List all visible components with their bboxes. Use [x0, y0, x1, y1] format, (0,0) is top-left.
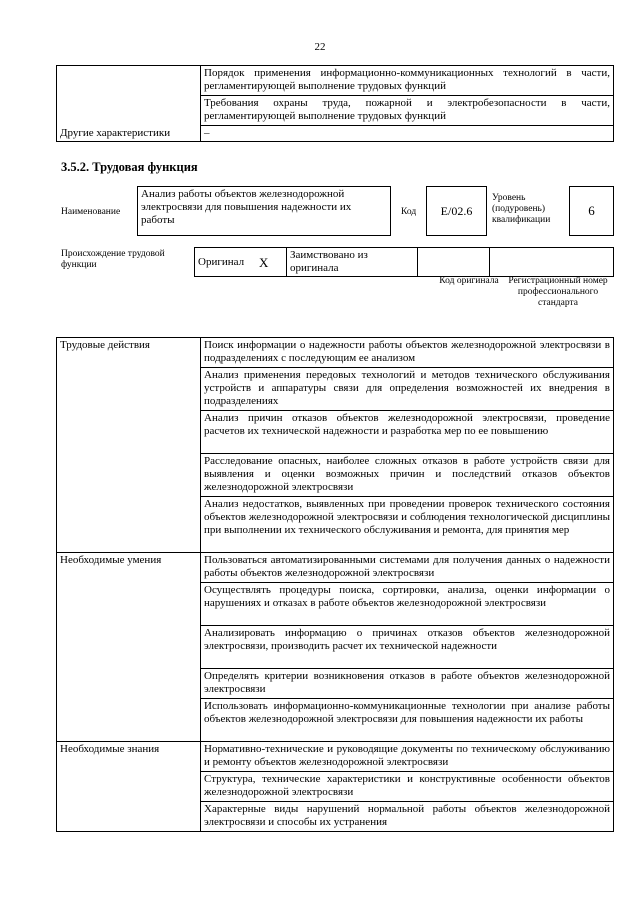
name-label: Наименование — [61, 207, 121, 217]
table-cell-text: Использовать информационно-коммуникационные технологии при анализе работы объектов железнодорожной электросвязи для повышения надежности их работы — [201, 699, 614, 742]
table-cell-text: Порядок применения информационно-коммуникационных технологий в части, регламентирующей выполнение трудовых функций — [201, 66, 614, 96]
original-code-cell — [418, 248, 490, 277]
code-label: Код — [401, 207, 417, 217]
registration-caption: Регистрационный номер профессионального стандарта — [508, 276, 608, 308]
table-cell-text: Структура, технические характеристики и конструктивные особенности объектов железнодорожной электросвязи — [201, 772, 614, 802]
table-cell-text: Анализировать информацию о причинах отказов объектов железнодорожной электросвязи, производить расчет их технической надежности — [201, 626, 614, 669]
table-cell-text: Определять критерии возникновения отказов в работе объектов железнодорожной электросвязи — [201, 669, 614, 699]
required-skills-label: Необходимые умения — [57, 553, 201, 742]
table-cell-text: Поиск информации о надежности работы объектов железнодорожной электросвязи в подразделениях с последующим ее анализом — [201, 338, 614, 368]
other-characteristics-label: Другие характеристики — [57, 126, 201, 142]
code-caption: Код оригинала — [439, 276, 499, 286]
section-heading: 3.5.2. Трудовая функция — [61, 160, 198, 174]
code-box — [426, 186, 487, 236]
original-mark: X — [256, 248, 287, 277]
other-characteristics-value: – — [201, 126, 614, 142]
labor-actions-label: Трудовые действия — [57, 338, 201, 553]
table-cell-text: Требования охраны труда, пожарной и электробезопасности в части, регламентирующей выполнение трудовых функций — [201, 96, 614, 126]
function-name-box — [137, 186, 391, 236]
table-cell-text: Анализ причин отказов объектов железнодорожной электросвязи, проведение расчетов их технической надежности и разработка мер по ее повышению — [201, 411, 614, 454]
code-value: E/02.6 — [440, 203, 473, 218]
level-box — [569, 186, 614, 236]
table-cell-text: Осуществлять процедуры поиска, сортировки, анализа, оценки информации о нарушениях и отказах в работе объектов железнодорожной электросвязи — [201, 583, 614, 626]
function-name-value: Анализ работы объектов железнодорожной электросвязи для повышения надежности их работы — [141, 188, 352, 226]
level-label: Уровень (подуровень) квалификации — [492, 193, 551, 225]
original-label: Оригинал — [195, 248, 257, 277]
borrowed-label: Заимствовано из оригинала — [287, 248, 418, 277]
table-cell-text: Анализ недостатков, выявленных при проведении проверок технического состояния объектов железнодорожной электросвязи и соблюдения технологической дисциплины при выполнении их технического обслуживания и ремонта, для принятия мер — [201, 497, 614, 553]
top-table — [56, 65, 614, 142]
required-knowledge-label: Необходимые знания — [57, 742, 201, 832]
origin-label: Происхождение трудовой функции — [61, 249, 165, 270]
table-cell-text: Нормативно-технические и руководящие документы по техническому обслуживанию и ремонту объектов железнодорожной электросвязи — [201, 742, 614, 772]
level-value: 6 — [588, 203, 595, 218]
empty-label-cell — [57, 66, 201, 126]
page-number: 22 — [314, 41, 326, 53]
main-table — [56, 337, 614, 832]
origin-table — [194, 247, 614, 277]
table-cell-text: Характерные виды нарушений нормальной работы объектов железнодорожной электросвязи и способы их устранения — [201, 802, 614, 832]
table-cell-text: Расследование опасных, наиболее сложных отказов в работе устройств связи для выявления и оценки возможных причин и последствий отказов объектов железнодорожной электросвязи — [201, 454, 614, 497]
table-cell-text: Пользоваться автоматизированными системами для получения данных о надежности работы объектов железнодорожной электросвязи — [201, 553, 614, 583]
table-cell-text: Анализ применения передовых технологий и методов технического обслуживания устройств и аппаратуры связи для определения возможностей их внедрения в подразделениях — [201, 368, 614, 411]
registration-number-cell — [490, 248, 614, 277]
